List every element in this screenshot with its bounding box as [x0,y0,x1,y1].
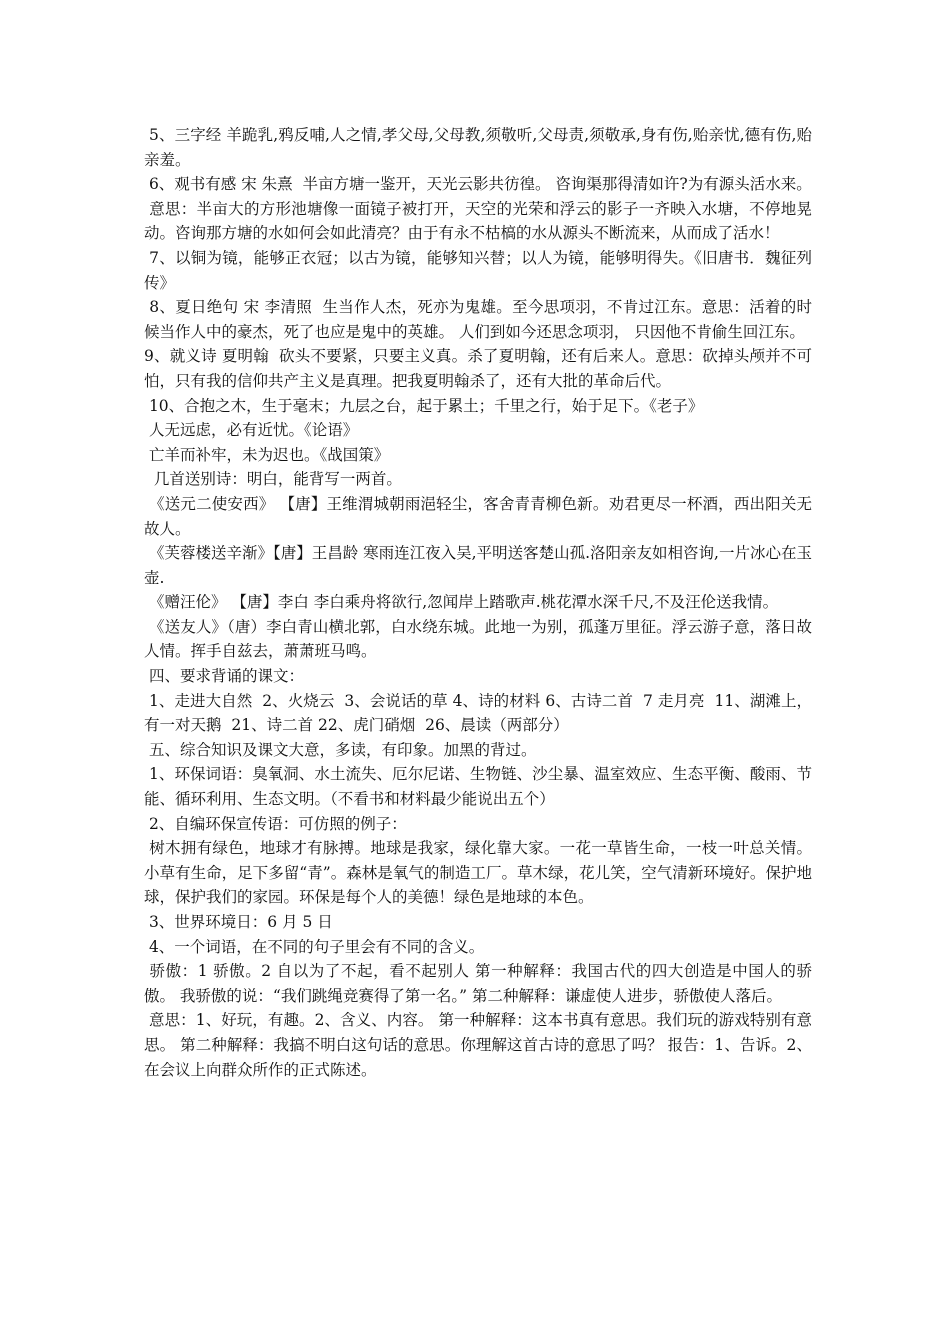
paragraph-sanzijing: 5、三字经 羊跪乳,鸦反哺,人之情,孝父母,父母教,须敬听,父母责,须敬承,身有伤,贻亲忧,德有伤,贻亲羞。 [144,126,812,169]
paragraph-jiuyishi: 9、就义诗 夏明翰 砍头不要紧，只要主义真。杀了夏明翰，还有后来人。意思：砍掉头颅并不可怕，只有我的信仰共产主义是真理。把我夏明翰杀了，还有大批的革命后代。 [144,347,812,390]
paragraph-poem-songyouren: 《送友人》（唐）李白青山横北郭，白水绕东城。此地一为别，孤蓬万里征。浮云游子意，落日故人情。挥手自兹去，萧萧班马鸣。 [144,617,812,661]
section-heading-general-knowledge: 五、综合知识及课文大意，多读，有印象。加黑的背过。 [144,740,537,759]
paragraph-yitongweijing: 7、以铜为镜，能够正衣冠；以古为镜，能够知兴替；以人为镜，能够明得失。《旧唐书．魏征列传》 [144,248,812,292]
paragraph-eco-slogans-heading: 2、自编环保宣传语：可仿照的例子： [144,814,407,833]
document-body [144,123,812,1082]
paragraph-guanshuyougan-meaning: 意思：半亩大的方形池塘像一面镜子被打开，天空的光荣和浮云的影子一齐映入水塘，不停地晃动。咨询那方塘的水如何会如此清亮？由于有永不枯槁的水从源头不断流来，从而成了活水！ [144,199,812,243]
paragraph-poem-zengwanglun: 《赠汪伦》 【唐】李白 李白乘舟将欲行,忽闻岸上踏歌声.桃花潭水深千尺,不及汪伦送我情。 [144,593,779,612]
paragraph-xiarijueju: 8、夏日绝句 宋 李清照 生当作人杰，死亦为鬼雄。至今思项羽，不肯过江东。意思：活着的时候当作人中的豪杰，死了也应是鬼中的英雄。 人们到如今还思念项羽， 只因他不肯偷生回江东。 [144,298,812,341]
paragraph-jiaoao: 骄傲：1 骄傲。2 自以为了不起，看不起别人 第一种解释：我国古代的四大创造是中国人的骄傲。 我骄傲的说：“我们跳绳竞赛得了第一名。” 第二种解释：谦虚使人进步，骄傲使人落后。 [144,962,812,1005]
paragraph-guanshuyougan: 6、观书有感 宋 朱熹 半亩方塘一鉴开，天光云影共彷徨。 咨询渠那得清如许?为有源头活水来。 [144,175,812,194]
paragraph-poem-songyuaner: 《送元二使安西》 【唐】王维渭城朝雨浥轻尘，客舍青青柳色新。劝君更尽一杯酒，西出阳关无故人。 [144,494,812,538]
paragraph-environment-day: 3、世界环境日：6 月 5 日 [144,913,333,931]
paragraph-poem-furonglou: 《芙蓉楼送辛渐》【唐】王昌龄 寒雨连江夜入吴,平明送客楚山孤.洛阳亲友如相咨询,一片冰心在玉壶. [144,544,812,587]
paragraph-zhanguoce-quote: 亡羊而补牢，未为迟也。《战国策》 [144,445,390,464]
section-heading-recitation: 四、要求背诵的课文： [144,667,304,686]
paragraph-word-meanings-heading: 4、一个词语，在不同的句子里会有不同的含义。 [144,937,485,956]
paragraph-yisi-baogao: 意思：1、好玩，有趣。2、含义、内容。 第一种解释：这本书真有意思。我们玩的游戏特别有意思。 第二种解释：我搞不明白这句话的意思。你理解这首古诗的意思了吗？ 报告：1、告诉。2、在会议上向群众所作的正式陈述。 [144,1011,812,1079]
paragraph-eco-terms: 1、环保词语：臭氧洞、水土流失、厄尔尼诺、生物链、沙尘暴、温室效应、生态平衡、酸雨、节能、循环利用、生态文明。（不看书和材料最少能说出五个） [144,765,812,809]
paragraph-lunyu-quote: 人无远虑，必有近忧。《论语》 [144,421,359,440]
paragraph-laozi-quote: 10、合抱之木，生于毫末；九层之台，起于累土；千里之行，始于足下。《老子》 [144,396,704,415]
paragraph-recitation-list: 1、走进大自然 2、火烧云 3、会说话的草 4、诗的材料 6、古诗二首 7 走月亮 11、湖滩上，有一对天鹅 21、诗二首 22、虎门硝烟 26、晨读（两部分） [144,691,813,735]
paragraph-eco-slogans: 树木拥有绿色，地球才有脉搏。地球是我家，绿化靠大家。一花一草皆生命，一枝一叶总关情。小草有生命，足下多留“青”。森林是氧气的制造工厂。草木绿，花儿笑，空气清新环境好。保护地球，保护我们的家园。环保是每个人的美德！绿色是地球的本色。 [144,839,812,907]
paragraph-farewell-poems-heading: 几首送别诗：明白，能背写一两首。 [144,470,402,489]
